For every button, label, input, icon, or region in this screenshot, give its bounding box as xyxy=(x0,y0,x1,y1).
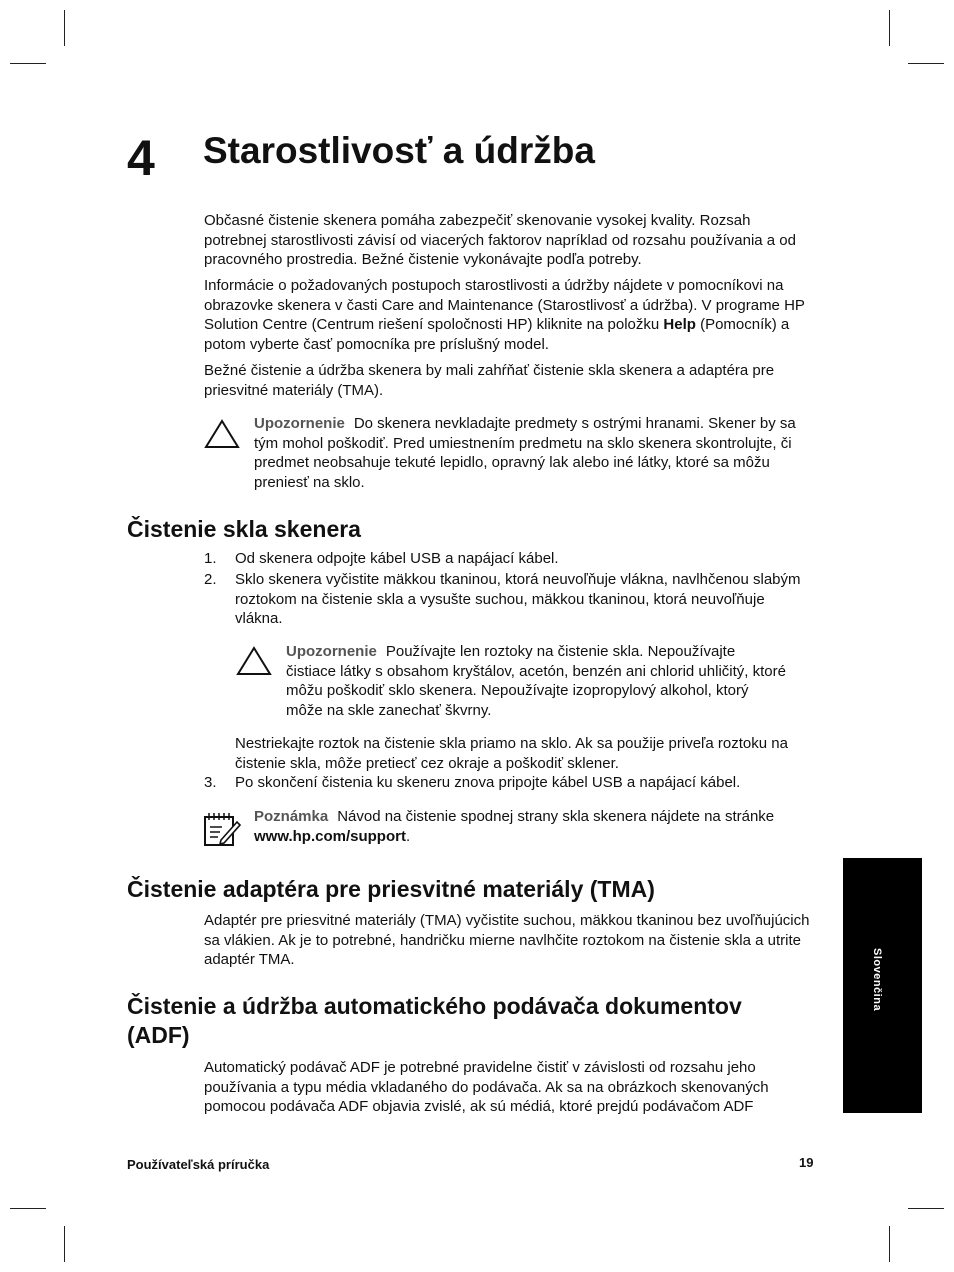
crop-mark xyxy=(64,10,65,46)
crop-mark xyxy=(908,1208,944,1209)
note-pad-icon xyxy=(203,810,241,848)
section-heading-adf: Čistenie a údržba automatického podávača dokumentov (ADF) xyxy=(127,993,742,1048)
intro-paragraph-2 xyxy=(204,276,814,354)
caution-1-body xyxy=(254,414,814,492)
intro-paragraph-1: Občasné čistenie skenera pomáha zabezpečiť skenovanie vysokej kvality. Rozsah potrebnej starostlivosti závisí od viacerých faktorov napríklad od rozsahu používania a od pracovného prostredia. Bežné čistenie vykonávajte podľa potreby. xyxy=(204,212,796,268)
caution-2 xyxy=(286,642,786,720)
note-box xyxy=(254,807,814,846)
chapter-title: Starostlivosť a údržba xyxy=(203,130,595,171)
help-term: Help xyxy=(663,316,696,333)
step-number: 2. xyxy=(204,571,217,588)
adf-paragraph: Automatický podávač ADF je potrebné pravidelne čistiť v závislosti od rozsahu jeho používania a typu média vkladaného do podávača. Ak sa na obrázkoch skenovaných pomocou podávača ADF objavia zvislé, ak sú médiá, ktoré prejdú podávačom ADF xyxy=(204,1059,769,1115)
intro-p2-text-end: (Pomocník) a potom vyberte časť pomocníka pre príslušný model. xyxy=(204,316,790,353)
step-number: 1. xyxy=(204,550,217,567)
crop-mark xyxy=(889,10,890,46)
step-number: 3. xyxy=(204,774,217,791)
caution-2-text: Používajte len roztoky na čistenie skla. Nepoužívajte čistiace látky s obsahom kryštálov, acetón, benzén ani chlorid uhličitý, ktoré môžu poškodiť sklo skenera. Nepoužívajte izopropylový alkohol, ktorý môže na skle zanechať škvrny. xyxy=(286,643,786,719)
caution-label: Upozornenie xyxy=(286,643,377,660)
crop-mark xyxy=(10,63,46,64)
crop-mark xyxy=(64,1226,65,1262)
caution-1 xyxy=(254,414,814,492)
step-text: Od skenera odpojte kábel USB a napájací kábel. xyxy=(235,550,559,567)
language-side-tab xyxy=(843,858,922,1113)
note-label: Poznámka xyxy=(254,808,329,825)
crop-mark xyxy=(908,63,944,64)
footer-title: Používateľská príručka xyxy=(127,1157,270,1172)
step-text: Po skončení čistenia ku skeneru znova pripojte kábel USB a napájací kábel. xyxy=(235,774,741,791)
page-number: 19 xyxy=(799,1155,814,1170)
warning-triangle-icon xyxy=(236,646,272,676)
caution-label: Upozornenie xyxy=(254,415,345,432)
language-label: Slovenčina xyxy=(871,948,883,1012)
warning-triangle-icon xyxy=(204,419,240,449)
step-text: Sklo skenera vyčistite mäkkou tkaninou, ktorá neuvoľňuje vlákna, navlhčenou slabým roztokom na čistenie skla a vysušte suchou, mäkkou tkaninou, ktorá neuvoľňuje vlákna. xyxy=(235,571,801,627)
tma-paragraph: Adaptér pre priesvitné materiály (TMA) vyčistite suchou, mäkkou tkaninou bez uvoľňujúcich sa vlákien. Ak je to potrebné, handričku mierne navlhčite roztokom na čistenie skla a utrite adaptér TMA. xyxy=(204,912,810,968)
spray-warning-paragraph: Nestriekajte roztok na čistenie skla priamo na sklo. Ak sa použije priveľa roztoku na čistenie skla, môže pretiecť cez okraje a poškodiť sklener. xyxy=(235,735,788,772)
crop-mark xyxy=(10,1208,46,1209)
section-heading-glass: Čistenie skla skenera xyxy=(127,516,361,542)
note-text: Návod na čistenie spodnej strany skla skenera nájdete na stránke xyxy=(337,808,775,825)
section-heading-tma: Čistenie adaptéra pre priesvitné materiály (TMA) xyxy=(127,876,655,902)
note-end: . xyxy=(405,827,411,845)
caution-1-text: Do skenera nevkladajte predmety s ostrými hranami. Skener by sa tým mohol poškodiť. Pred umiestnením predmetu na sklo skenera skontrolujte, či predmet neobsahuje tekuté lepidlo, opravný lak alebo iné látky, ktoré sa môžu preniesť na sklo. xyxy=(254,415,796,491)
caution-2-body xyxy=(286,642,786,720)
intro-paragraph-3: Bežné čistenie a údržba skenera by mali zahŕňať čistenie skla skenera a adaptéra pre priesvitné materiály (TMA). xyxy=(204,362,775,399)
support-link[interactable]: www.hp.com/support xyxy=(254,827,406,845)
note-body xyxy=(254,807,814,846)
chapter-number: 4 xyxy=(127,130,155,186)
crop-mark xyxy=(889,1226,890,1262)
intro-p2-text: Informácie o požadovaných postupoch starostlivosti a údržby nájdete v pomocníkovi na obrazovke skenera v časti Care and Maintenance (Starostlivosť a údržba). V programe HP Solution Centre (Centrum riešení spoločnosti HP) kliknite na položku xyxy=(204,277,805,333)
